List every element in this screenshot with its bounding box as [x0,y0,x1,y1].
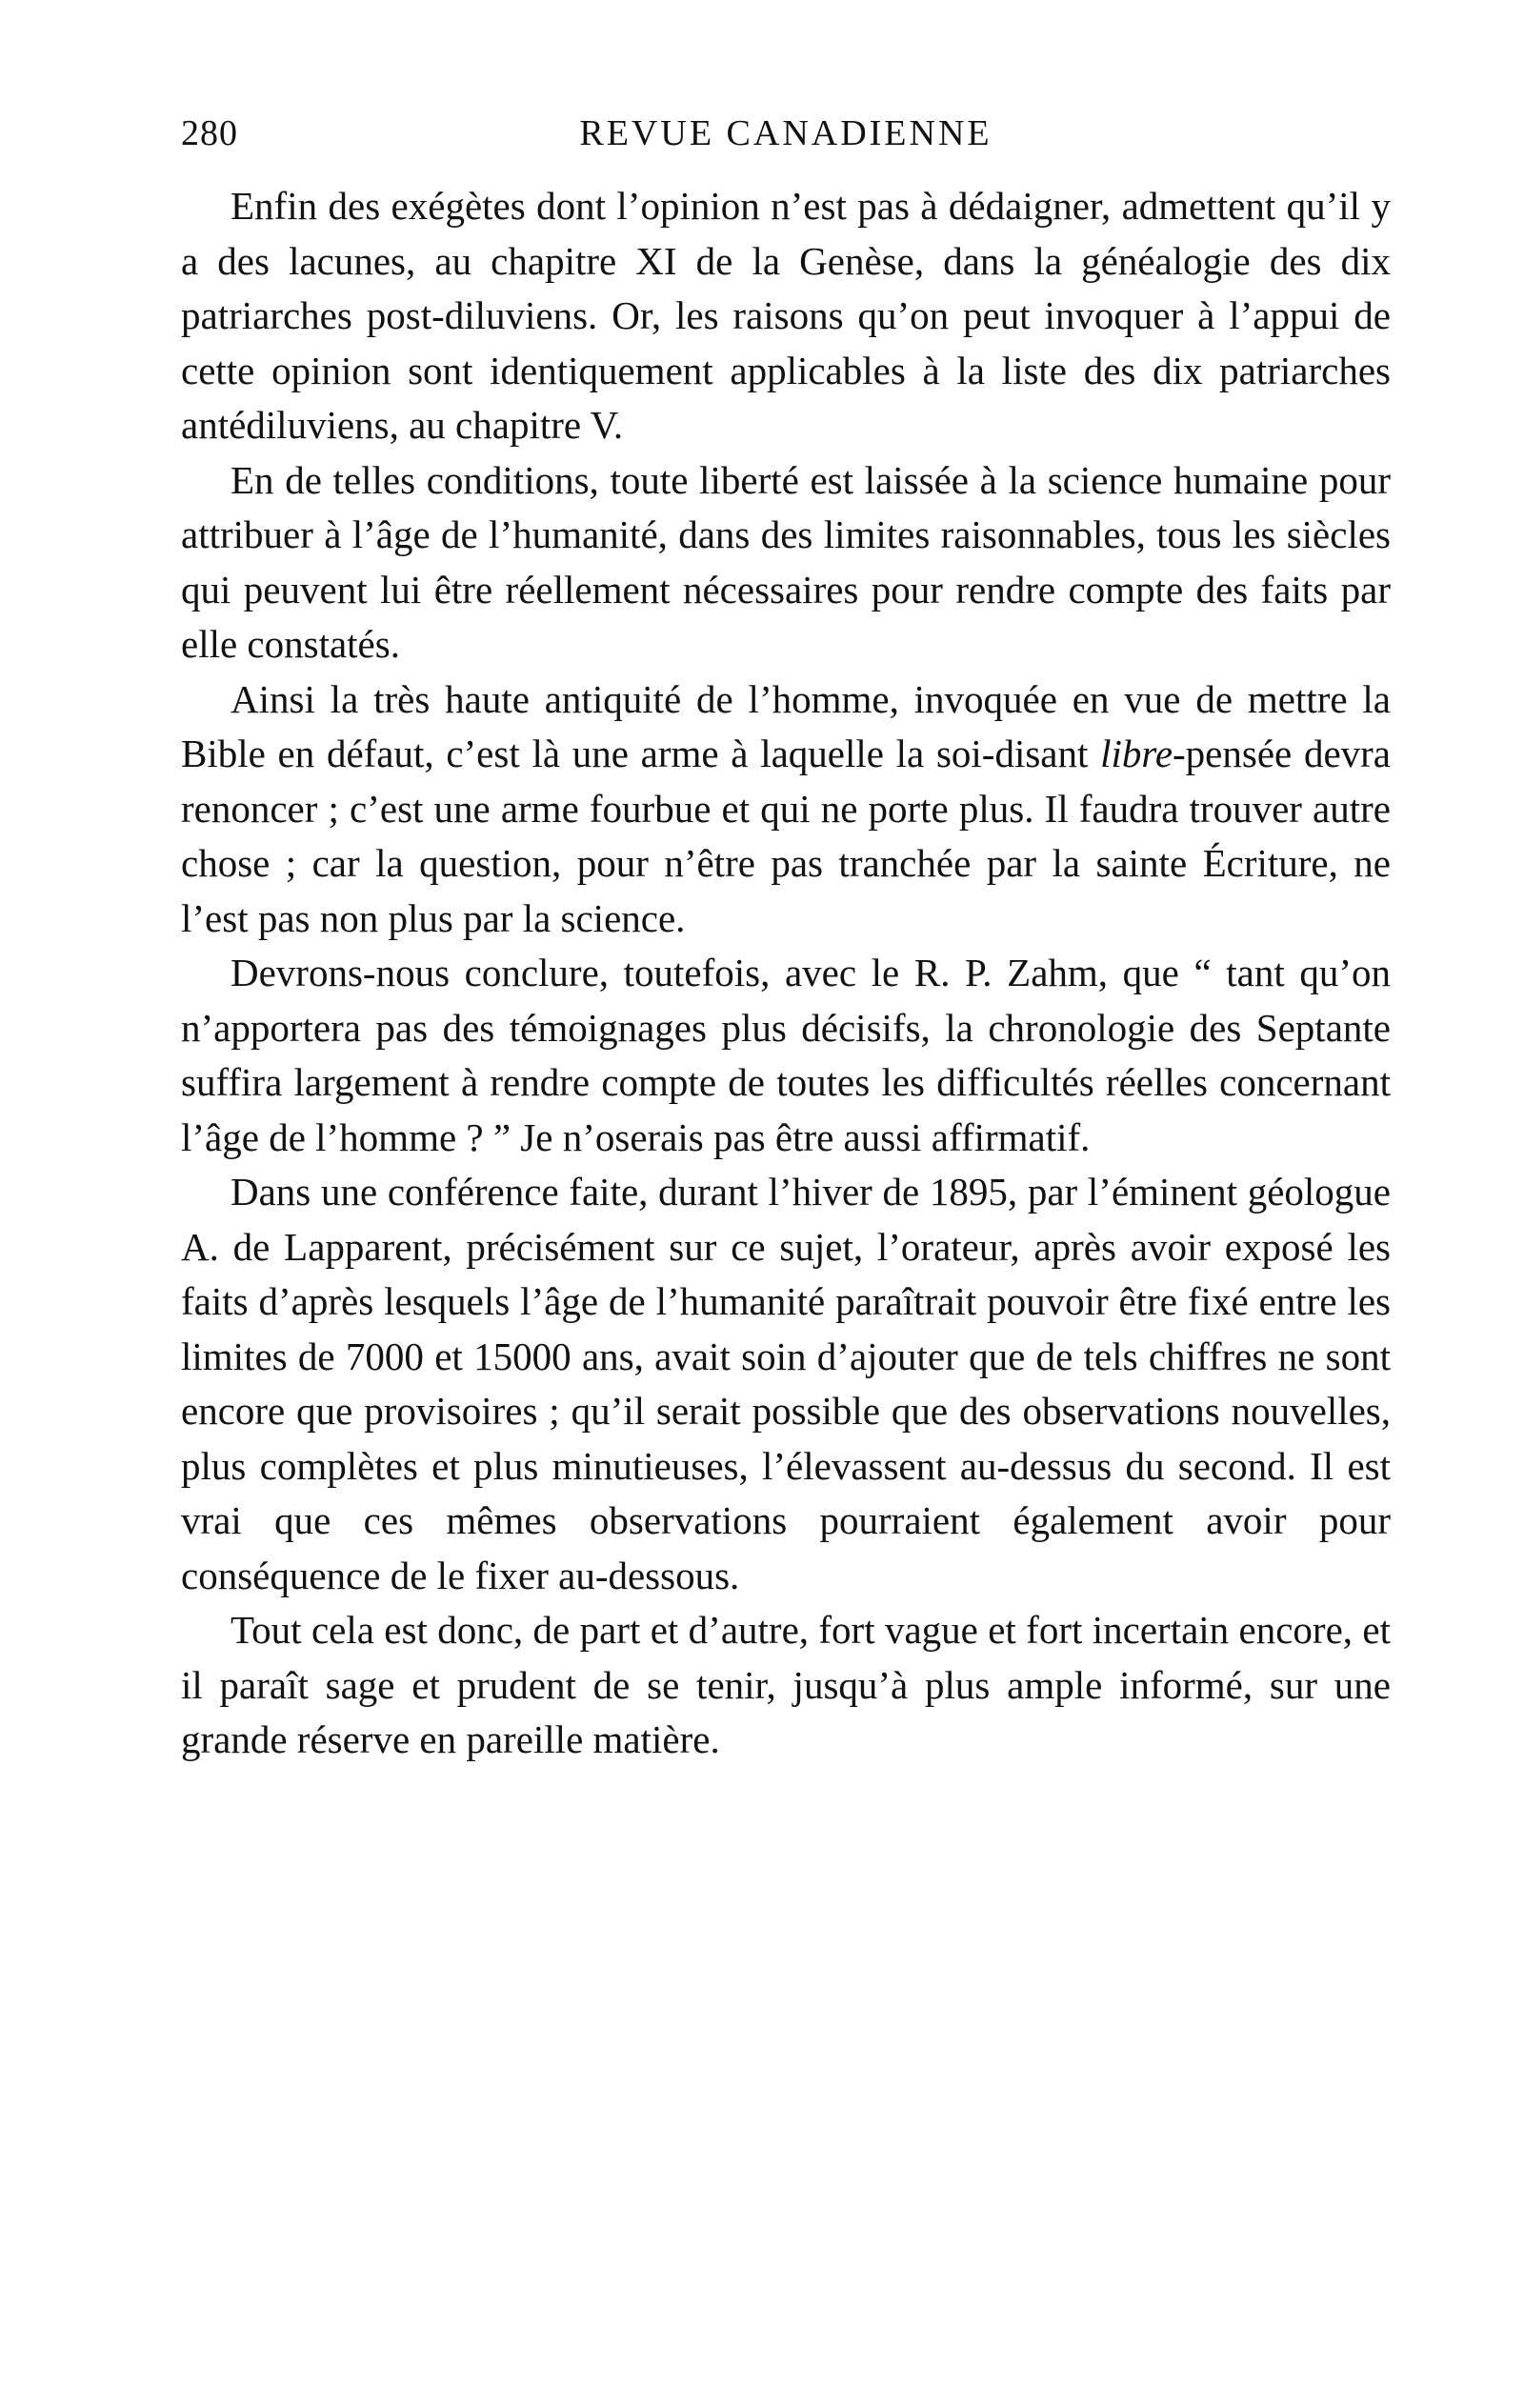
paragraph-1: Enfin des exégètes dont l’opinion n’est pas à dédaigner, admettent qu’il y a des lacunes, au chapitre XI de la Genèse, dans la généalogie des dix patriarches post-diluviens. Or, les raisons qu’on peut invoquer à l’appui de cette opinion sont identiquement applicables à la liste des dix patriarches antédiluviens, au chapitre V. [181,184,1391,447]
paragraph-5: Dans une conférence faite, durant l’hiver de 1895, par l’éminent géologue A. de Lapparent, précisément sur ce sujet, l’orateur, après avoir exposé les faits d’après lesquels l’âge de l’humanité paraîtrait pouvoir être fixé entre les limites de 7000 et 15000 ans, avait soin d’ajouter que de tels chiffres ne sont encore que provisoires ; qu’il serait possible que des observations nouvelles, plus complètes et plus minutieuses, l’élevassent au-dessus du second. Il est vrai que ces mêmes observations pourraient également avoir pour conséquence de le fixer au-dessous. [181,1170,1391,1597]
paragraph-3 [181,672,1391,947]
journal-title: REVUE CANADIENNE [579,113,993,153]
italic-word-libre: libre [1100,732,1173,775]
paragraph-3-end: -pensée devra renoncer ; c’est une arme fourbue et qui ne porte plus. Il faudra trouver autre chose ; car la question, pour n’être pas tranchée par la sainte Écriture, ne l’est pas non plus par la science. [181,732,1391,940]
book-page [181,105,1391,1768]
body-text [181,179,1391,1768]
paragraph-2: En de telles conditions, toute liberté est laissée à la science humaine pour attribuer à l’âge de l’humanité, dans des limites raisonnables, tous les siècles qui peuvent lui être réellement nécessaires pour rendre compte des faits par elle constatés. [181,457,1391,666]
paragraph-4: Devrons-nous conclure, toutefois, avec le R. P. Zahm, que “ tant qu’on n’apportera pas des témoignages plus décisifs, la chronologie des Septante suffira largement à rendre compte de toutes les difficultés réelles concernant l’âge de l’homme ? ” Je n’oserais pas être aussi affirmatif. [181,951,1391,1159]
running-head [181,105,1391,162]
paragraph-3-start: Ainsi la très haute antiquité de l’homme, invoquée en vue de mettre la Bible en défaut, c’est là une arme à laquelle la soi-disant [181,676,1391,775]
page-number: 280 [181,113,238,153]
paragraph-6: Tout cela est donc, de part et d’autre, fort vague et fort incertain encore, et il paraît sage et prudent de se tenir, jusqu’à plus ample informé, sur une grande réserve en pareille matière. [181,1608,1391,1761]
